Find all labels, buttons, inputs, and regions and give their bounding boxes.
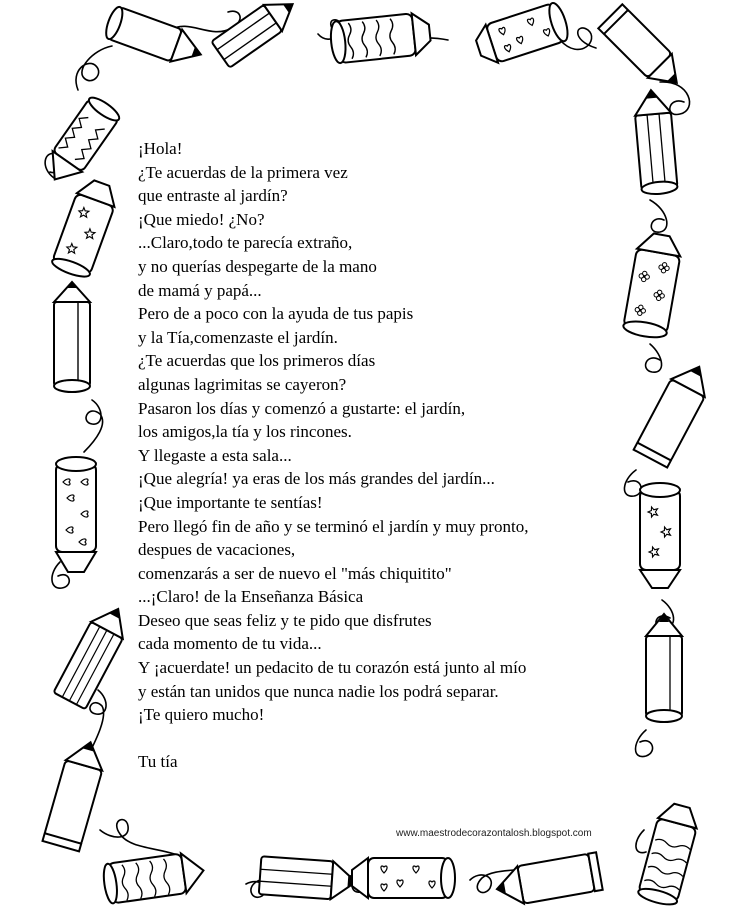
letter-line: ¡Que miedo! ¿No? [138, 209, 265, 229]
letter-line: de mamá y papá... [138, 280, 262, 300]
letter-line: Pero de a poco con la ayuda de tus papis [138, 304, 414, 324]
letter-line: comenzarás a ser de nuevo el "más chiquitito" [138, 563, 452, 583]
letter-line: ¡Hola! [138, 139, 183, 158]
letter-line: y no querías despegarte de la mano [138, 256, 377, 276]
blog-url: www.maestrodecorazontalosh.blogspot.com [396, 828, 592, 839]
letter-body [138, 137, 638, 774]
letter-line: ...¡Claro! de la Enseñanza Básica [138, 587, 364, 607]
letter-line: cada momento de tu vida... [138, 634, 322, 654]
letter-line: y la Tía,comenzaste el jardín. [138, 327, 338, 347]
letter-line: Pasaron los días y comenzó a gustarte: el jardín, [138, 398, 466, 418]
letter-line: que entraste al jardín? [138, 186, 288, 206]
letter-line: ¡Que importante te sentías! [138, 492, 323, 512]
letter-line: despues de vacaciones, [138, 540, 296, 560]
signature: Tu tía [138, 752, 178, 772]
letter-line: ¿Te acuerdas que los primeros días [138, 351, 376, 371]
letter-line: ¡Te quiero mucho! [138, 705, 265, 725]
paragraph-gap [138, 727, 638, 751]
letter-line: Pero llegó fin de año y se terminó el jardín y muy pronto, [138, 516, 529, 536]
letter-line: y están tan unidos que nunca nadie los podrá separar. [138, 681, 499, 701]
letter-line: Deseo que seas feliz y te pido que disfrutes [138, 610, 432, 630]
letter-line: ¿Te acuerdas de la primera vez [138, 162, 348, 182]
letter-line: algunas lagrimitas se cayeron? [138, 374, 347, 394]
letter-line: Y llegaste a esta sala... [138, 445, 292, 465]
letter-line: los amigos,la tía y los rincones. [138, 422, 352, 442]
letter-line: Y ¡acuerdate! un pedacito de tu corazón está junto al mío [138, 658, 527, 678]
letter-line: ¡Que alegría! ya eras de los más grandes del jardín... [138, 469, 495, 489]
letter-line: ...Claro,todo te parecía extraño, [138, 233, 353, 253]
